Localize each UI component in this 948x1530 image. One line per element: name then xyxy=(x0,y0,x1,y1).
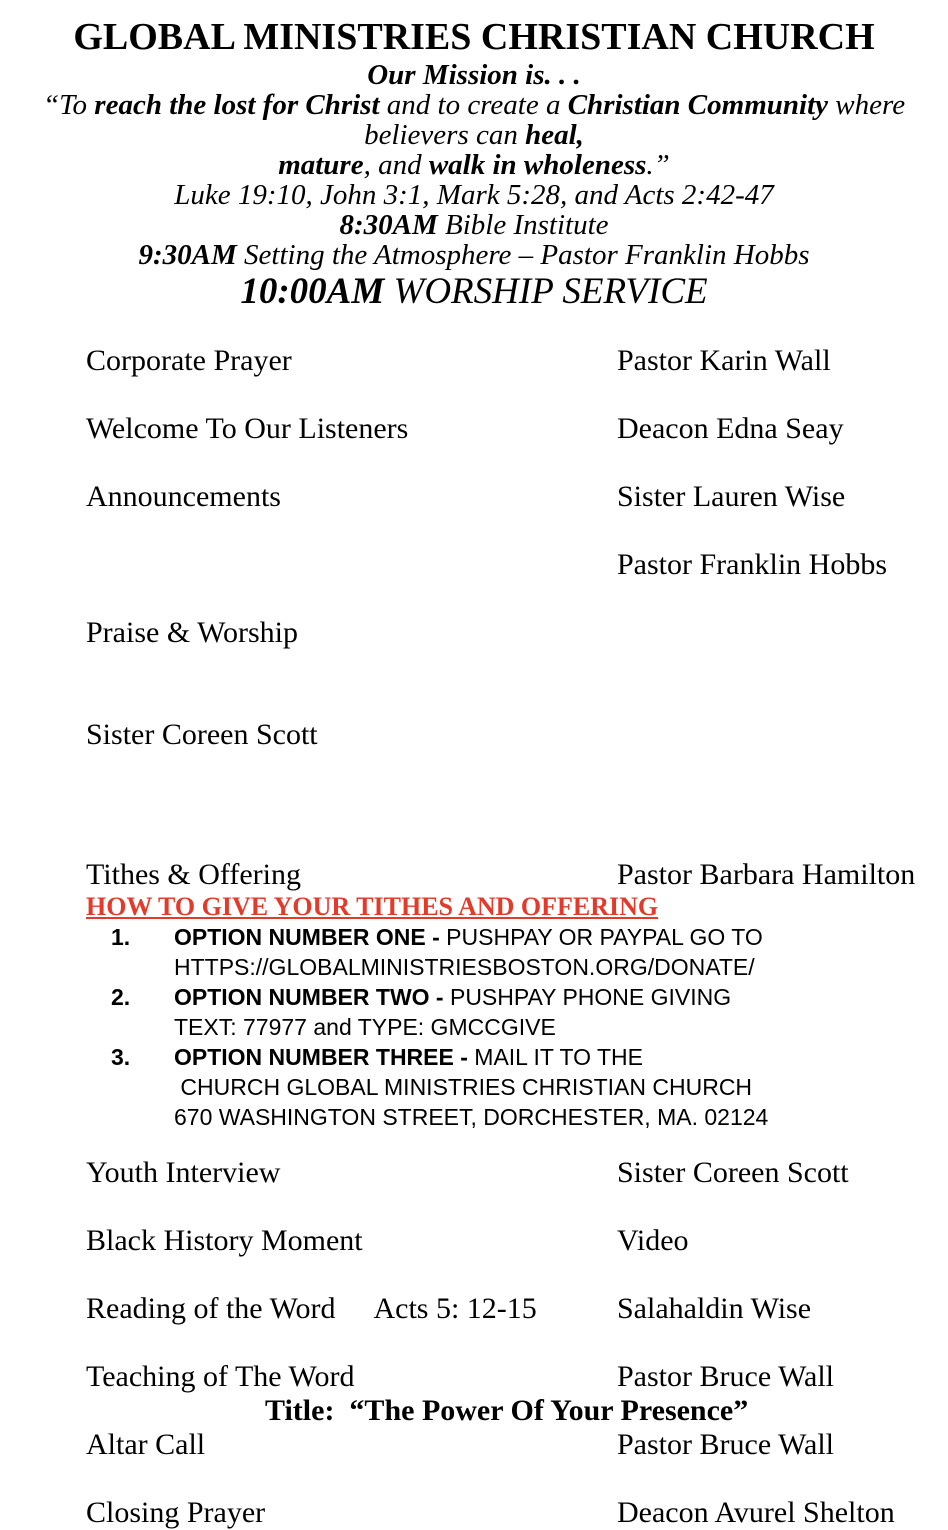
mission-line-3: mature, and walk in wholeness.” xyxy=(278,149,670,181)
program-row-announcements xyxy=(86,480,948,514)
giving-option-3: 3. OPTION NUMBER THREE - MAIL IT TO THE xyxy=(111,1044,643,1070)
program-row-altar-call xyxy=(86,1428,948,1462)
program-row-praise-worship xyxy=(86,548,948,820)
program-row-reading-word xyxy=(86,1292,948,1326)
program-leader: Sister Coreen Scott xyxy=(617,1156,849,1189)
giving-heading: HOW TO GIVE YOUR TITHES AND OFFERING xyxy=(86,892,659,921)
sermon-title: Title: “The Power Of Your Presence” xyxy=(265,1394,749,1427)
program-item: Welcome To Our Listeners xyxy=(86,412,409,445)
program-item: Announcements xyxy=(86,480,281,513)
program-row-closing-prayer xyxy=(86,1496,948,1530)
program-item: Teaching of The Word xyxy=(86,1360,355,1393)
program-row-welcome xyxy=(86,412,948,446)
scripture-references: Luke 19:10, John 3:1, Mark 5:28, and Acts 2:42-47 xyxy=(174,179,774,211)
program-row-tithes-offering xyxy=(86,858,948,892)
page-title: GLOBAL MINISTRIES CHRISTIAN CHURCH xyxy=(73,16,875,58)
giving-option-1-url: HTTPS://GLOBALMINISTRIESBOSTON.ORG/DONATE/ xyxy=(174,954,755,980)
giving-option-2: 2. OPTION NUMBER TWO - PUSHPAY PHONE GIVING xyxy=(111,984,732,1010)
bulletin-header xyxy=(0,14,948,314)
mission-line-1: “To reach the lost for Christ and to create a Christian Community where xyxy=(42,89,906,121)
order-of-service xyxy=(0,344,948,1530)
scripture-ref: Acts 5: 12-15 xyxy=(373,1292,537,1325)
program-item-secondary: Sister Coreen Scott xyxy=(86,718,318,751)
program-item: Altar Call xyxy=(86,1428,206,1461)
program-leader: Pastor Karin Wall xyxy=(617,344,831,377)
program-leader: Pastor Barbara Hamilton xyxy=(617,858,916,891)
schedule-worship-service: 10:00AM WORSHIP SERVICE xyxy=(240,271,708,312)
program-item: Reading of the Word Acts 5: 12-15 xyxy=(86,1292,537,1325)
list-number: 2. xyxy=(111,984,131,1010)
giving-option-3-church-name: CHURCH GLOBAL MINISTRIES CHRISTIAN CHURCH xyxy=(174,1074,753,1100)
program-item: Praise & Worship Sister Coreen Scott xyxy=(86,548,617,820)
mission-intro: Our Mission is. . . xyxy=(367,59,581,91)
giving-option-3-address: 670 WASHINGTON STREET, DORCHESTER, MA. 02124 xyxy=(174,1104,769,1130)
program-row-corporate-prayer xyxy=(86,344,948,378)
program-leader: Salahaldin Wise xyxy=(617,1292,812,1325)
program-leader: Pastor Bruce Wall xyxy=(617,1428,834,1461)
giving-options-list xyxy=(86,922,948,1132)
program-row-teaching-word xyxy=(86,1360,948,1394)
program-row-black-history xyxy=(86,1224,948,1258)
mission-line-2: believers can heal, xyxy=(364,119,584,151)
program-leader: Video xyxy=(617,1224,689,1257)
schedule-bible-institute: 8:30AM Bible Institute xyxy=(339,209,609,241)
program-leader: Pastor Bruce Wall xyxy=(617,1360,834,1393)
program-item: Closing Prayer xyxy=(86,1496,266,1529)
program-row-youth-interview xyxy=(86,1156,948,1190)
program-item: Youth Interview xyxy=(86,1156,281,1189)
list-number: 1. xyxy=(111,924,131,950)
program-leader: Deacon Avurel Shelton xyxy=(617,1496,895,1529)
giving-option-1: 1. OPTION NUMBER ONE - PUSHPAY OR PAYPAL GO TO xyxy=(111,924,763,950)
program-item: Corporate Prayer xyxy=(86,344,292,377)
program-leader: Deacon Edna Seay xyxy=(617,412,844,445)
giving-option-2-detail: TEXT: 77977 and TYPE: GMCCGIVE xyxy=(174,1014,556,1040)
program-leader: Pastor Franklin Hobbs xyxy=(617,548,887,581)
program-item: Tithes & Offering xyxy=(86,858,302,891)
program-leader: Sister Lauren Wise xyxy=(617,480,846,513)
program-item: Black History Moment xyxy=(86,1224,363,1257)
list-number: 3. xyxy=(111,1044,131,1070)
schedule-setting-atmosphere: 9:30AM Setting the Atmosphere – Pastor Franklin Hobbs xyxy=(138,239,810,271)
